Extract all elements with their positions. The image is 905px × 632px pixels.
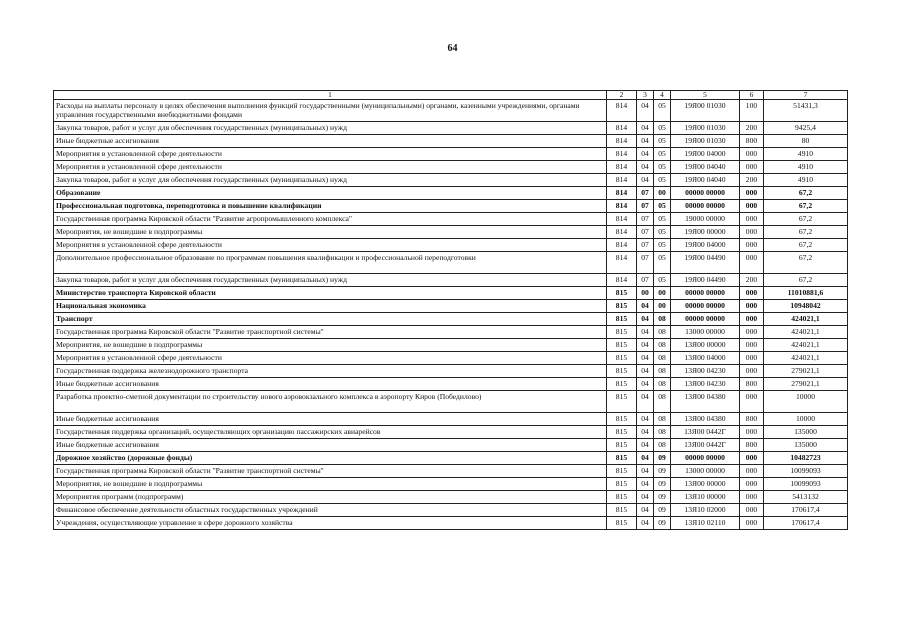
row-target-article-cell: 19Я00 04000 bbox=[671, 148, 740, 161]
row-target-article-cell: 00000 00000 bbox=[671, 452, 740, 465]
row-amount-cell: 424021,1 bbox=[764, 326, 848, 339]
row-expense-type-cell: 000 bbox=[740, 300, 764, 313]
header-col-2: 2 bbox=[607, 91, 637, 100]
table-row bbox=[54, 491, 848, 504]
row-subsection-cell: 00 bbox=[654, 187, 671, 200]
row-name-cell: Иные бюджетные ассигнования bbox=[54, 413, 607, 426]
row-target-article-cell: 19Я00 04040 bbox=[671, 161, 740, 174]
row-ministry-code-cell: 815 bbox=[607, 452, 637, 465]
row-expense-type-cell: 000 bbox=[740, 491, 764, 504]
row-ministry-code-cell: 815 bbox=[607, 365, 637, 378]
row-amount-cell: 135000 bbox=[764, 426, 848, 439]
row-subsection-cell: 05 bbox=[654, 226, 671, 239]
row-amount-cell: 424021,1 bbox=[764, 313, 848, 326]
page-number: 64 bbox=[447, 43, 458, 54]
row-name-cell: Разработка проектно-сметной документации по строительству нового аэровокзального комплекса в аэропорту Киров (Победилово) bbox=[54, 391, 607, 413]
row-expense-type-cell: 000 bbox=[740, 465, 764, 478]
table-row bbox=[54, 174, 848, 187]
row-expense-type-cell: 000 bbox=[740, 365, 764, 378]
header-col-3: 3 bbox=[637, 91, 654, 100]
row-target-article-cell: 00000 00000 bbox=[671, 187, 740, 200]
table-row bbox=[54, 478, 848, 491]
row-subsection-cell: 08 bbox=[654, 313, 671, 326]
table-row bbox=[54, 161, 848, 174]
row-section-cell: 04 bbox=[637, 174, 654, 187]
row-subsection-cell: 08 bbox=[654, 365, 671, 378]
row-name-cell: Закупка товаров, работ и услуг для обеспечения государственных (муниципальных) нужд bbox=[54, 174, 607, 187]
row-section-cell: 04 bbox=[637, 135, 654, 148]
row-target-article-cell: 00000 00000 bbox=[671, 300, 740, 313]
row-name-cell: Государственная программа Кировской области "Развитие транспортной системы" bbox=[54, 465, 607, 478]
table-row bbox=[54, 135, 848, 148]
row-name-cell: Мероприятия в установленной сфере деятельности bbox=[54, 239, 607, 252]
row-target-article-cell: 00000 00000 bbox=[671, 287, 740, 300]
row-subsection-cell: 09 bbox=[654, 517, 671, 530]
table-row bbox=[54, 439, 848, 452]
table-row bbox=[54, 287, 848, 300]
row-amount-cell: 67,2 bbox=[764, 200, 848, 213]
row-amount-cell: 170617,4 bbox=[764, 517, 848, 530]
row-name-cell: Мероприятия, не вошедшие в подпрограммы bbox=[54, 478, 607, 491]
row-expense-type-cell: 000 bbox=[740, 352, 764, 365]
row-ministry-code-cell: 814 bbox=[607, 187, 637, 200]
row-subsection-cell: 08 bbox=[654, 391, 671, 413]
row-name-cell: Национальная экономика bbox=[54, 300, 607, 313]
row-section-cell: 04 bbox=[637, 339, 654, 352]
row-amount-cell: 4910 bbox=[764, 161, 848, 174]
row-expense-type-cell: 000 bbox=[740, 517, 764, 530]
row-ministry-code-cell: 814 bbox=[607, 161, 637, 174]
row-name-cell: Закупка товаров, работ и услуг для обеспечения государственных (муниципальных) нужд bbox=[54, 274, 607, 287]
row-section-cell: 04 bbox=[637, 465, 654, 478]
table-row bbox=[54, 100, 848, 122]
table-row bbox=[54, 465, 848, 478]
row-expense-type-cell: 000 bbox=[740, 452, 764, 465]
row-ministry-code-cell: 815 bbox=[607, 517, 637, 530]
row-target-article-cell: 13Я00 04230 bbox=[671, 378, 740, 391]
row-amount-cell: 10948042 bbox=[764, 300, 848, 313]
table-row bbox=[54, 517, 848, 530]
row-target-article-cell: 19Я00 01030 bbox=[671, 135, 740, 148]
row-subsection-cell: 00 bbox=[654, 287, 671, 300]
row-section-cell: 07 bbox=[637, 274, 654, 287]
row-name-cell: Мероприятия в установленной сфере деятельности bbox=[54, 352, 607, 365]
row-expense-type-cell: 800 bbox=[740, 439, 764, 452]
row-subsection-cell: 08 bbox=[654, 352, 671, 365]
row-name-cell: Дополнительное профессиональное образование по программам повышения квалификации и профессиональной переподготовки bbox=[54, 252, 607, 274]
row-ministry-code-cell: 815 bbox=[607, 426, 637, 439]
header-col-5: 5 bbox=[671, 91, 740, 100]
table-row bbox=[54, 378, 848, 391]
row-ministry-code-cell: 815 bbox=[607, 439, 637, 452]
row-amount-cell: 4910 bbox=[764, 174, 848, 187]
row-expense-type-cell: 200 bbox=[740, 274, 764, 287]
row-subsection-cell: 09 bbox=[654, 465, 671, 478]
row-name-cell: Государственная поддержка железнодорожного транспорта bbox=[54, 365, 607, 378]
row-ministry-code-cell: 814 bbox=[607, 213, 637, 226]
row-section-cell: 04 bbox=[637, 378, 654, 391]
table-row bbox=[54, 226, 848, 239]
row-amount-cell: 67,2 bbox=[764, 239, 848, 252]
row-expense-type-cell: 000 bbox=[740, 478, 764, 491]
row-target-article-cell: 13Я00 04380 bbox=[671, 391, 740, 413]
row-subsection-cell: 08 bbox=[654, 326, 671, 339]
row-ministry-code-cell: 815 bbox=[607, 352, 637, 365]
row-section-cell: 04 bbox=[637, 313, 654, 326]
row-target-article-cell: 13Я00 04000 bbox=[671, 352, 740, 365]
row-amount-cell: 424021,1 bbox=[764, 339, 848, 352]
row-section-cell: 07 bbox=[637, 187, 654, 200]
budget-table bbox=[53, 90, 848, 530]
row-target-article-cell: 19Я00 04040 bbox=[671, 174, 740, 187]
row-target-article-cell: 19Я00 01030 bbox=[671, 100, 740, 122]
row-section-cell: 04 bbox=[637, 352, 654, 365]
row-target-article-cell: 19Я00 04000 bbox=[671, 239, 740, 252]
row-name-cell: Финансовое обеспечение деятельности областных государственных учреждений bbox=[54, 504, 607, 517]
row-subsection-cell: 05 bbox=[654, 135, 671, 148]
row-amount-cell: 10099093 bbox=[764, 465, 848, 478]
row-name-cell: Мероприятия программ (подпрограмм) bbox=[54, 491, 607, 504]
row-ministry-code-cell: 814 bbox=[607, 200, 637, 213]
row-name-cell: Учреждения, осуществляющие управление в сфере дорожного хозяйства bbox=[54, 517, 607, 530]
row-subsection-cell: 05 bbox=[654, 122, 671, 135]
row-subsection-cell: 05 bbox=[654, 100, 671, 122]
row-subsection-cell: 08 bbox=[654, 378, 671, 391]
row-name-cell: Государственная поддержка организаций, осуществляющих организацию пассажирских авиарейсов bbox=[54, 426, 607, 439]
header-col-7: 7 bbox=[764, 91, 848, 100]
row-section-cell: 04 bbox=[637, 491, 654, 504]
table-header-row bbox=[54, 91, 848, 100]
row-amount-cell: 67,2 bbox=[764, 187, 848, 200]
row-ministry-code-cell: 815 bbox=[607, 478, 637, 491]
row-section-cell: 04 bbox=[637, 100, 654, 122]
row-amount-cell: 10000 bbox=[764, 391, 848, 413]
row-ministry-code-cell: 814 bbox=[607, 239, 637, 252]
row-section-cell: 04 bbox=[637, 439, 654, 452]
table-row bbox=[54, 352, 848, 365]
table-row bbox=[54, 391, 848, 413]
table-row bbox=[54, 252, 848, 274]
row-name-cell: Мероприятия, не вошедшие в подпрограммы bbox=[54, 339, 607, 352]
row-target-article-cell: 13000 00000 bbox=[671, 465, 740, 478]
row-subsection-cell: 05 bbox=[654, 148, 671, 161]
row-expense-type-cell: 000 bbox=[740, 213, 764, 226]
row-target-article-cell: 13Я10 02110 bbox=[671, 517, 740, 530]
row-ministry-code-cell: 814 bbox=[607, 135, 637, 148]
row-subsection-cell: 09 bbox=[654, 491, 671, 504]
row-amount-cell: 11010881,6 bbox=[764, 287, 848, 300]
row-expense-type-cell: 000 bbox=[740, 339, 764, 352]
row-ministry-code-cell: 815 bbox=[607, 326, 637, 339]
row-subsection-cell: 05 bbox=[654, 252, 671, 274]
row-expense-type-cell: 800 bbox=[740, 413, 764, 426]
table-row bbox=[54, 452, 848, 465]
row-section-cell: 07 bbox=[637, 213, 654, 226]
row-expense-type-cell: 000 bbox=[740, 313, 764, 326]
row-name-cell: Образование bbox=[54, 187, 607, 200]
row-expense-type-cell: 000 bbox=[740, 239, 764, 252]
row-subsection-cell: 08 bbox=[654, 426, 671, 439]
row-amount-cell: 67,2 bbox=[764, 252, 848, 274]
table-row bbox=[54, 365, 848, 378]
row-ministry-code-cell: 814 bbox=[607, 174, 637, 187]
row-name-cell: Мероприятия, не вошедшие в подпрограммы bbox=[54, 226, 607, 239]
row-ministry-code-cell: 815 bbox=[607, 391, 637, 413]
row-section-cell: 04 bbox=[637, 426, 654, 439]
row-section-cell: 04 bbox=[637, 300, 654, 313]
row-subsection-cell: 09 bbox=[654, 478, 671, 491]
row-section-cell: 04 bbox=[637, 413, 654, 426]
row-amount-cell: 279021,1 bbox=[764, 378, 848, 391]
row-section-cell: 04 bbox=[637, 122, 654, 135]
row-expense-type-cell: 000 bbox=[740, 226, 764, 239]
row-subsection-cell: 08 bbox=[654, 413, 671, 426]
table-row bbox=[54, 313, 848, 326]
row-ministry-code-cell: 815 bbox=[607, 413, 637, 426]
row-ministry-code-cell: 815 bbox=[607, 339, 637, 352]
row-amount-cell: 51431,3 bbox=[764, 100, 848, 122]
row-target-article-cell: 00000 00000 bbox=[671, 200, 740, 213]
table-row bbox=[54, 213, 848, 226]
row-section-cell: 00 bbox=[637, 287, 654, 300]
row-subsection-cell: 05 bbox=[654, 200, 671, 213]
row-section-cell: 04 bbox=[637, 365, 654, 378]
row-expense-type-cell: 000 bbox=[740, 287, 764, 300]
table-row bbox=[54, 200, 848, 213]
row-subsection-cell: 08 bbox=[654, 339, 671, 352]
row-expense-type-cell: 000 bbox=[740, 252, 764, 274]
row-target-article-cell: 00000 00000 bbox=[671, 313, 740, 326]
row-name-cell: Государственная программа Кировской области "Развитие транспортной системы" bbox=[54, 326, 607, 339]
row-expense-type-cell: 000 bbox=[740, 426, 764, 439]
row-ministry-code-cell: 814 bbox=[607, 226, 637, 239]
row-name-cell: Иные бюджетные ассигнования bbox=[54, 135, 607, 148]
row-name-cell: Иные бюджетные ассигнования bbox=[54, 439, 607, 452]
row-amount-cell: 10482723 bbox=[764, 452, 848, 465]
row-section-cell: 07 bbox=[637, 252, 654, 274]
row-ministry-code-cell: 814 bbox=[607, 122, 637, 135]
row-target-article-cell: 13Я10 00000 bbox=[671, 491, 740, 504]
row-amount-cell: 135000 bbox=[764, 439, 848, 452]
row-target-article-cell: 13Я00 0442Г bbox=[671, 426, 740, 439]
row-amount-cell: 10000 bbox=[764, 413, 848, 426]
row-target-article-cell: 13Я10 02000 bbox=[671, 504, 740, 517]
row-amount-cell: 424021,1 bbox=[764, 352, 848, 365]
table-row bbox=[54, 339, 848, 352]
row-ministry-code-cell: 814 bbox=[607, 274, 637, 287]
row-amount-cell: 4910 bbox=[764, 148, 848, 161]
row-ministry-code-cell: 815 bbox=[607, 465, 637, 478]
row-ministry-code-cell: 814 bbox=[607, 100, 637, 122]
row-target-article-cell: 19Я00 00000 bbox=[671, 226, 740, 239]
row-target-article-cell: 19000 00000 bbox=[671, 213, 740, 226]
row-subsection-cell: 05 bbox=[654, 213, 671, 226]
row-target-article-cell: 13Я00 04380 bbox=[671, 413, 740, 426]
row-expense-type-cell: 000 bbox=[740, 200, 764, 213]
table-row bbox=[54, 426, 848, 439]
row-name-cell: Министерство транспорта Кировской области bbox=[54, 287, 607, 300]
row-target-article-cell: 19Я00 04490 bbox=[671, 274, 740, 287]
row-expense-type-cell: 000 bbox=[740, 148, 764, 161]
row-section-cell: 04 bbox=[637, 478, 654, 491]
row-expense-type-cell: 800 bbox=[740, 135, 764, 148]
row-expense-type-cell: 000 bbox=[740, 161, 764, 174]
row-ministry-code-cell: 814 bbox=[607, 148, 637, 161]
row-subsection-cell: 05 bbox=[654, 274, 671, 287]
row-ministry-code-cell: 814 bbox=[607, 252, 637, 274]
row-name-cell: Транспорт bbox=[54, 313, 607, 326]
row-subsection-cell: 05 bbox=[654, 239, 671, 252]
table-row bbox=[54, 274, 848, 287]
row-name-cell: Профессиональная подготовка, переподготовка и повышение квалификации bbox=[54, 200, 607, 213]
row-amount-cell: 5413132 bbox=[764, 491, 848, 504]
row-amount-cell: 9425,4 bbox=[764, 122, 848, 135]
table-row bbox=[54, 326, 848, 339]
row-name-cell: Закупка товаров, работ и услуг для обеспечения государственных (муниципальных) нужд bbox=[54, 122, 607, 135]
header-col-6: 6 bbox=[740, 91, 764, 100]
row-amount-cell: 67,2 bbox=[764, 213, 848, 226]
table-row bbox=[54, 504, 848, 517]
row-section-cell: 04 bbox=[637, 517, 654, 530]
row-section-cell: 07 bbox=[637, 226, 654, 239]
row-expense-type-cell: 000 bbox=[740, 187, 764, 200]
table-row bbox=[54, 148, 848, 161]
row-subsection-cell: 08 bbox=[654, 439, 671, 452]
row-section-cell: 04 bbox=[637, 326, 654, 339]
row-expense-type-cell: 000 bbox=[740, 504, 764, 517]
row-target-article-cell: 13Я00 00000 bbox=[671, 339, 740, 352]
row-amount-cell: 67,2 bbox=[764, 274, 848, 287]
row-subsection-cell: 05 bbox=[654, 174, 671, 187]
row-target-article-cell: 13Я00 0442Г bbox=[671, 439, 740, 452]
table-row bbox=[54, 239, 848, 252]
row-subsection-cell: 09 bbox=[654, 452, 671, 465]
row-section-cell: 04 bbox=[637, 161, 654, 174]
row-section-cell: 04 bbox=[637, 452, 654, 465]
table-row bbox=[54, 187, 848, 200]
row-ministry-code-cell: 815 bbox=[607, 313, 637, 326]
row-ministry-code-cell: 815 bbox=[607, 491, 637, 504]
row-ministry-code-cell: 815 bbox=[607, 287, 637, 300]
row-expense-type-cell: 000 bbox=[740, 326, 764, 339]
row-name-cell: Мероприятия в установленной сфере деятельности bbox=[54, 148, 607, 161]
row-section-cell: 07 bbox=[637, 239, 654, 252]
row-expense-type-cell: 200 bbox=[740, 122, 764, 135]
row-target-article-cell: 13Я00 00000 bbox=[671, 478, 740, 491]
table-row bbox=[54, 122, 848, 135]
row-name-cell: Дорожное хозяйство (дорожные фонды) bbox=[54, 452, 607, 465]
row-name-cell: Государственная программа Кировской области "Развитие агропромышленного комплекса" bbox=[54, 213, 607, 226]
row-subsection-cell: 09 bbox=[654, 504, 671, 517]
header-col-4: 4 bbox=[654, 91, 671, 100]
row-target-article-cell: 13000 00000 bbox=[671, 326, 740, 339]
row-target-article-cell: 19Я00 04490 bbox=[671, 252, 740, 274]
row-amount-cell: 10099093 bbox=[764, 478, 848, 491]
row-name-cell: Мероприятия в установленной сфере деятельности bbox=[54, 161, 607, 174]
table-row bbox=[54, 413, 848, 426]
row-subsection-cell: 00 bbox=[654, 300, 671, 313]
row-expense-type-cell: 200 bbox=[740, 174, 764, 187]
row-target-article-cell: 13Я00 04230 bbox=[671, 365, 740, 378]
row-target-article-cell: 19Я00 01030 bbox=[671, 122, 740, 135]
row-section-cell: 04 bbox=[637, 391, 654, 413]
row-section-cell: 04 bbox=[637, 504, 654, 517]
table-row bbox=[54, 300, 848, 313]
row-expense-type-cell: 000 bbox=[740, 391, 764, 413]
table-body bbox=[54, 100, 848, 530]
row-ministry-code-cell: 815 bbox=[607, 378, 637, 391]
row-amount-cell: 80 bbox=[764, 135, 848, 148]
header-col-1: 1 bbox=[54, 91, 607, 100]
row-section-cell: 04 bbox=[637, 148, 654, 161]
row-name-cell: Иные бюджетные ассигнования bbox=[54, 378, 607, 391]
row-expense-type-cell: 100 bbox=[740, 100, 764, 122]
row-name-cell: Расходы на выплаты персоналу в целях обеспечения выполнения функций государственными (муниципальными) органами, казенными учреждениями, органами управления государственными внебюджетными фондами bbox=[54, 100, 607, 122]
row-section-cell: 07 bbox=[637, 200, 654, 213]
row-subsection-cell: 05 bbox=[654, 161, 671, 174]
row-amount-cell: 170617,4 bbox=[764, 504, 848, 517]
row-ministry-code-cell: 815 bbox=[607, 300, 637, 313]
row-amount-cell: 67,2 bbox=[764, 226, 848, 239]
row-amount-cell: 279021,1 bbox=[764, 365, 848, 378]
row-expense-type-cell: 800 bbox=[740, 378, 764, 391]
row-ministry-code-cell: 815 bbox=[607, 504, 637, 517]
